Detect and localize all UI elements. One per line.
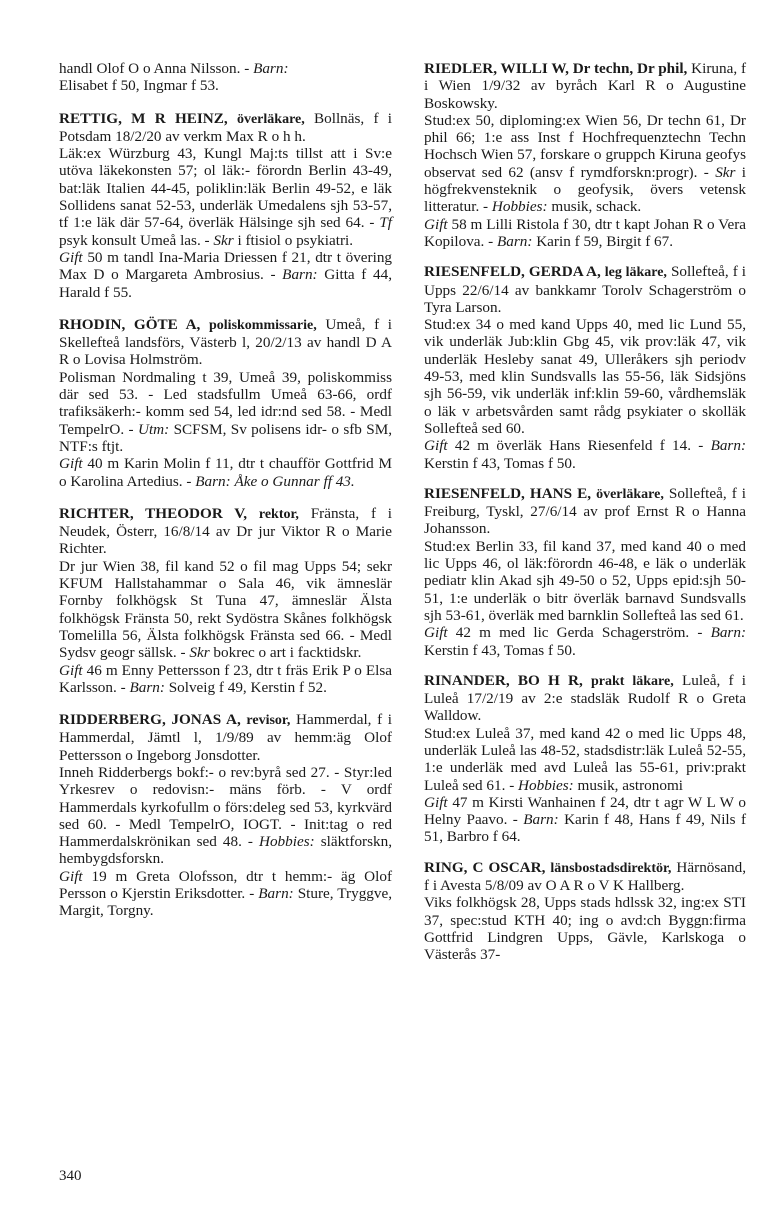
- entry-origin: Sollefteå, f i Upps 22/6/14 av bankkamr Torolv Schagerström o Tyra Larson.: [424, 263, 746, 316]
- entry-barn: Kerstin f 43, Tomas f 50.: [424, 641, 576, 659]
- entry-utm: SCFSM, Sv polisens idr- o sfb SM, NTF:s ftjt.: [59, 420, 393, 455]
- entry-career-tail: psyk konsult Umeå las. -: [59, 231, 210, 249]
- entry-skr: i högfrekvensteknik o geofysik, övers vetensk litteratur. -: [424, 163, 747, 216]
- gift-label: Gift: [59, 661, 83, 679]
- entry-name: RIDDERBERG, JONAS A,: [59, 711, 241, 729]
- barn-label: Barn:: [710, 624, 746, 642]
- entry-name: RICHTER, THEODOR V,: [59, 504, 248, 522]
- entry-title: rektor,: [258, 506, 299, 522]
- entry-gift: 46 m Enny Pettersson f 23, dtr t fräs Erik P o Elsa Karlsson. -: [59, 661, 392, 696]
- entry-career: Stud:ex Berlin 33, fil kand 37, med kand 40 o med lic Upps 46, ol läk:förordn 46-48, e läk o underläk pediatr klin Akad sjh 49-50 o 52, Upps epid:sjh 50-51, 1:e underläk o bitr överläk barnavd Sundsvalls sjh 53-61, överläk med barnklin Sollefteå las sed 61.: [424, 537, 746, 624]
- entry-name: RIESENFELD, GERDA A,: [424, 263, 601, 281]
- entry-origin: Umeå, f i Skellefteå landsförs, Västerb l, 20/2/13 av handl D A R o Lovisa Holmström.: [59, 315, 393, 369]
- entry-gift: 42 m med lic Gerda Schagerström. -: [455, 624, 703, 642]
- entry-origin: Hammerdal, f i Hammerdal, Jämtl l, 1/9/89 av hemm:äg Olof Pettersson o Ingeborg Jonsdotter.: [59, 711, 393, 764]
- gift-label: Gift: [59, 455, 83, 473]
- entry-career: Polisman Nordmaling t 39, Umeå 39, poliskommiss där sed 53. - Led stadsfullm Umeå 63-66, ordf trafiksäkerh:- komm sed 54, led idr:nd sed 58. - Medl TempelrO. -: [59, 368, 392, 438]
- hobbies-label: Hobbies:: [491, 198, 548, 216]
- entry-title: revisor,: [246, 713, 291, 729]
- entry-barn: Sture, Tryggve, Margit, Torgny.: [59, 885, 393, 920]
- entry-title: prakt läkare,: [591, 673, 674, 689]
- gift-label: Gift: [424, 437, 448, 455]
- entry-richter: [59, 505, 392, 696]
- entry-riesenfeld-hans: [424, 485, 746, 659]
- entry-gift: 58 m Lilli Ristola f 30, dtr t kapt Johan R o Vera Kopilova. -: [424, 215, 746, 250]
- entry-rhodin: [59, 316, 392, 490]
- entry-career: Stud:ex 34 o med kand Upps 40, med lic Lund 55, vik underläk Jub:klin Gbg 45, vik prov:läk 47, vik underläk Hesleby sanat 49, Ulleråkers sjh periodv 49-53, med klin Sundsvalls las 55-56, läk Sidsjöns sjh 56-59, vik underläk inf:klin 59-60, vårdhemsläk o läk v arbetsvården samt rådg psykiater o skolläk Sollefteå sed 60.: [424, 316, 746, 437]
- entry-gift: 47 m Kirsti Wanhainen f 24, dtr t agr W L W o Helny Paavo. -: [424, 793, 746, 829]
- entry-hobbies: musik, schack.: [551, 198, 642, 216]
- gift-label: Gift: [424, 624, 448, 642]
- entry-name: RING, C OSCAR,: [424, 858, 546, 876]
- entry-barn: Gitta f 44, Harald f 55.: [59, 266, 393, 301]
- entry-gift: 42 m överläk Hans Riesenfeld f 14. -: [454, 437, 704, 455]
- entry-title: poliskommissarie,: [209, 317, 317, 333]
- entry-name: RHODIN, GÖTE A,: [59, 315, 201, 333]
- gift-label: Gift: [424, 793, 448, 811]
- entry-barn: Solveig f 49, Kerstin f 52.: [168, 678, 327, 696]
- entry-name: RIEDLER, WILLI W, Dr techn, Dr phil,: [424, 60, 688, 77]
- entry-origin: Bollnäs, f i Potsdam 18/2/20 av verkm Max R o h h.: [59, 109, 393, 145]
- barn-label: Barn:: [523, 811, 559, 829]
- entry-skr: bokrec o art i facktidskr.: [213, 644, 362, 662]
- entry-name: RINANDER, BO H R,: [424, 671, 583, 689]
- barn-label: Barn:: [282, 266, 318, 284]
- entry-barn: Karin f 59, Birgit f 67.: [536, 232, 674, 250]
- barn-label: Barn:: [496, 232, 533, 250]
- tf-label: Tf: [379, 214, 392, 232]
- entry-hobbies: släktforskn, hembygdsforskn.: [59, 833, 393, 868]
- gift-label: Gift: [59, 248, 83, 266]
- entry-gift: 50 m tandl Ina-Maria Driessen f 21, dtr t övering Max D o Margareta Ambrosius. -: [59, 248, 393, 284]
- skr-label: Skr: [715, 163, 736, 181]
- skr-label: Skr: [189, 644, 210, 662]
- barn-label: Barn:: [258, 885, 294, 903]
- page-number: 340: [59, 1168, 82, 1184]
- entry-career: Stud:ex Luleå 37, med kand 42 o med lic Upps 48, underläk Luleå las 48-52, stadsdistr:läk Luleå 52-55, 1:e underläk med avd Luleå las 55-61, priv:prakt Luleå sed 61. -: [424, 724, 746, 794]
- entry-origin: Kiruna, f i Wien 1/9/32 av byråch Karl R o Augustine Boskowsky.: [424, 60, 747, 112]
- entry-barn: Kerstin f 43, Tomas f 50.: [424, 454, 576, 472]
- entry-gift: 19 m Greta Olofsson, dtr t hemm:- äg Olof Persson o Kjerstin Eriksdotter. -: [59, 867, 393, 903]
- entry-career: Viks folkhögsk 28, Upps stads hdlssk 32, ing:ex STI 37, spec:stud KTH 40; ing o avd:ch Byggn:firma Gottfrid Lindgren Upps, Gävle, Karlskoga o Västerås 37-: [424, 894, 746, 964]
- entry-riedler: [424, 60, 746, 250]
- utm-label: Utm:: [137, 420, 170, 438]
- entry-name: RIESENFELD, HANS E,: [424, 484, 592, 502]
- entry-career: Dr jur Wien 38, fil kand 52 o fil mag Upps 54; sekr KFUM Hallstahammar o Sala 46, vik ämneslär Fornby folkhögsk St Tuna 47, ämneslär Älsta folkhögsk Fränsta 50, rekt Sydöstra Skånes folkhögsk Tomelilla 56, Älsta folkhögsk Fränsta sed 66. - Medl Sydsv geogr sällsk. -: [59, 557, 392, 662]
- entry-origin: Härnösand, f i Avesta 5/8/09 av O A R o V K Hallberg.: [424, 858, 747, 895]
- entry-rettig: [59, 110, 392, 301]
- entry-riesenfeld-gerda: [424, 263, 746, 472]
- entry-title: länsbostadsdirektör,: [550, 860, 672, 876]
- entry-title: överläkare,: [596, 486, 664, 502]
- gift-label: Gift: [424, 215, 448, 233]
- entry-origin: Fränsta, f i Neudek, Österr, 16/8/14 av Dr jur Viktor R o Marie Richter.: [59, 504, 393, 558]
- entry-career: Läk:ex Würzburg 43, Kungl Maj:ts tillst att i Sv:e utöva läkekonsten 57; ol läk:- förordn Berlin 43-49, bat:läk Italien 44-45, poliklin:läk Berlin 49-52, e läk Sollidens sanat 52-53, underläk Umedalens sjh 53-57, tf 1:e läk där 57-64, överläk Hälsinge sjh sed 64. -: [59, 145, 392, 232]
- entry-barn: Åke o Gunnar ff 43.: [234, 472, 355, 490]
- barn-label: Barn:: [710, 437, 746, 455]
- entry-fragment: [59, 60, 392, 95]
- entry-title: leg läkare,: [604, 265, 667, 281]
- right-column: [424, 60, 746, 964]
- barn-label: Barn:: [253, 60, 289, 77]
- entry-ring: [424, 859, 746, 964]
- entry-barn: Karin f 48, Hans f 49, Nils f 51, Barbro f 64.: [424, 811, 747, 846]
- fragment-line-2: Elisabet f 50, Ingmar f 53.: [59, 77, 219, 95]
- entry-rinander: [424, 672, 746, 846]
- entry-career: Inneh Ridderbergs bokf:- o rev:byrå sed 27. - Styr:led Yrkesrev o redovisn:- mäns förb. - V ordf Hammerdals kyrkofullm o förs:deleg sed 53, kyrkvärd sed 60. - Medl TempelrO, IOGT. - Init:tag o red Hammerdalskrönikan sed 48. -: [59, 763, 392, 851]
- entry-origin: Luleå, f i Luleå 17/2/19 av 2:e stadsläk Rudolf R o Greta Walldow.: [424, 671, 747, 725]
- entry-name: RETTIG, M R HEINZ,: [59, 109, 228, 127]
- barn-label: Barn:: [195, 472, 231, 490]
- entry-origin: Sollefteå, f i Freiburg, Tyskl, 27/6/14 av prof Ernst R o Hanna Johansson.: [424, 484, 747, 538]
- entry-skr: i ftisiol o psykiatri.: [237, 231, 354, 249]
- hobbies-label: Hobbies:: [518, 776, 574, 794]
- hobbies-label: Hobbies:: [259, 833, 315, 851]
- entry-ridderberg: [59, 711, 392, 920]
- fragment-line-1: handl Olof O o Anna Nilsson. -: [59, 60, 250, 77]
- entry-hobbies: musik, astronomi: [577, 776, 683, 794]
- barn-label: Barn:: [129, 678, 165, 696]
- entry-title: överläkare,: [236, 111, 305, 127]
- entry-career: Stud:ex 50, diploming:ex Wien 56, Dr techn 61, Dr phil 66; 1:e ass Inst f Hochfrequenztechn Techn Hochsch Wien 57, forskare o gruppch Kiruna geofys observat sed 62 (ansv f rymdforskn:progr). -: [424, 111, 746, 181]
- entry-gift: 40 m Karin Molin f 11, dtr t chaufför Gottfrid M o Karolina Artedius. -: [59, 455, 393, 490]
- gift-label: Gift: [59, 867, 83, 885]
- skr-label: Skr: [213, 231, 234, 249]
- left-column: [59, 60, 392, 920]
